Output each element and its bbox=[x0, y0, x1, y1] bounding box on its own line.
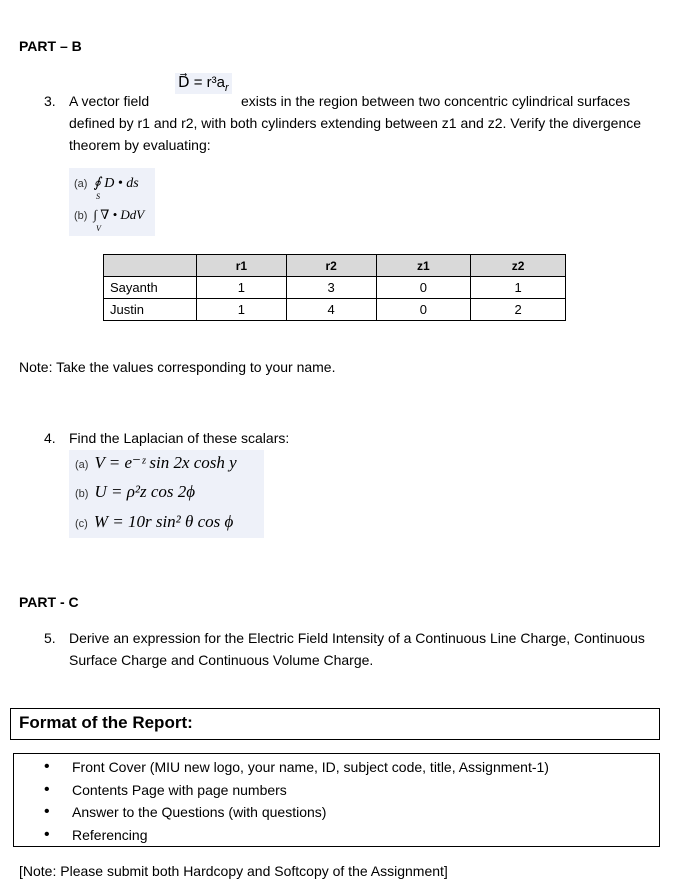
row-r2: 4 bbox=[286, 299, 376, 321]
row-r1: 1 bbox=[197, 299, 287, 321]
scalar-b bbox=[75, 482, 195, 502]
row-r2: 3 bbox=[286, 277, 376, 299]
subpart-b-expr: ∫ ∇ • DdV bbox=[93, 207, 145, 222]
row-z2: 1 bbox=[471, 277, 566, 299]
table-header-r2: r2 bbox=[286, 255, 376, 277]
subpart-a-limit: S bbox=[96, 192, 100, 201]
list-item: • Front Cover (MIU new logo, your name, ID, subject code, title, Assignment-1) bbox=[14, 756, 659, 779]
table-header-r1: r1 bbox=[197, 255, 287, 277]
note-submission: [Note: Please submit both Hardcopy and Softcopy of the Assignment] bbox=[19, 863, 448, 879]
table-row bbox=[104, 299, 566, 321]
question-3-line2: defined by r1 and r2, with both cylinders extending between z1 and z2. Verify the divergence bbox=[69, 115, 642, 131]
table-header-z2: z2 bbox=[471, 255, 566, 277]
table-header-row bbox=[104, 255, 566, 277]
part-b-heading: PART – B bbox=[19, 38, 82, 54]
list-item: • Answer to the Questions (with questions) bbox=[14, 801, 659, 824]
question-4-number: 4. bbox=[44, 430, 56, 446]
question-3-text-after: exists in the region between two concentric cylindrical surfaces bbox=[241, 93, 631, 109]
note-values: Note: Take the values corresponding to your name. bbox=[19, 359, 336, 375]
subpart-a bbox=[74, 174, 139, 192]
list-item: • Referencing bbox=[14, 824, 659, 847]
format-heading-box bbox=[10, 708, 660, 740]
question-4-text: Find the Laplacian of these scalars: bbox=[69, 430, 290, 446]
question-3-line3: theorem by evaluating: bbox=[69, 137, 211, 153]
scalar-c bbox=[75, 512, 233, 532]
scalar-c-expr: W = 10r sin² θ cos ϕ bbox=[93, 512, 234, 531]
scalar-a-expr: V = e⁻ᶻ sin 2x cosh y bbox=[94, 453, 237, 472]
row-r1: 1 bbox=[197, 277, 287, 299]
question-3 bbox=[69, 74, 654, 159]
subpart-a-label: (a) bbox=[74, 178, 88, 190]
scalar-b-expr: U = ρ²z cos 2ϕ bbox=[94, 482, 196, 501]
subpart-b-label: (b) bbox=[74, 210, 88, 222]
part-c-heading: PART - C bbox=[19, 594, 79, 610]
field-expr-main: D⃗ = r³a bbox=[178, 74, 225, 91]
question-3-subparts bbox=[69, 168, 155, 236]
table-header-z1: z1 bbox=[376, 255, 471, 277]
row-z1: 0 bbox=[376, 277, 471, 299]
scalar-c-label: (c) bbox=[75, 518, 88, 530]
row-z2: 2 bbox=[471, 299, 566, 321]
table-header-blank bbox=[104, 255, 197, 277]
subpart-a-expr: ∮ D • ds bbox=[93, 176, 139, 191]
row-name: Sayanth bbox=[104, 277, 197, 299]
format-list bbox=[14, 754, 659, 846]
row-z1: 0 bbox=[376, 299, 471, 321]
values-table bbox=[103, 254, 566, 321]
list-item: • Contents Page with page numbers bbox=[14, 779, 659, 802]
question-5-line1: Derive an expression for the Electric Field Intensity of a Continuous Line Charge, Continuous bbox=[69, 630, 645, 646]
scalar-a-label: (a) bbox=[75, 459, 89, 471]
question-4-scalars bbox=[69, 450, 264, 538]
question-5-line2: Surface Charge and Continuous Volume Charge. bbox=[69, 652, 374, 668]
question-3-number: 3. bbox=[44, 93, 56, 109]
question-3-text-before: A vector field bbox=[69, 93, 150, 109]
scalar-b-label: (b) bbox=[75, 488, 89, 500]
question-5 bbox=[69, 630, 669, 674]
format-heading: Format of the Report: bbox=[19, 713, 193, 732]
table-row bbox=[104, 277, 566, 299]
format-list-box bbox=[13, 753, 660, 847]
row-name: Justin bbox=[104, 299, 197, 321]
question-5-number: 5. bbox=[44, 630, 56, 646]
scalar-a bbox=[75, 453, 237, 473]
field-expr-sub: r bbox=[224, 82, 229, 94]
vector-field-expression bbox=[175, 73, 232, 94]
subpart-b-limit: V bbox=[96, 224, 101, 233]
subpart-b bbox=[74, 206, 144, 223]
